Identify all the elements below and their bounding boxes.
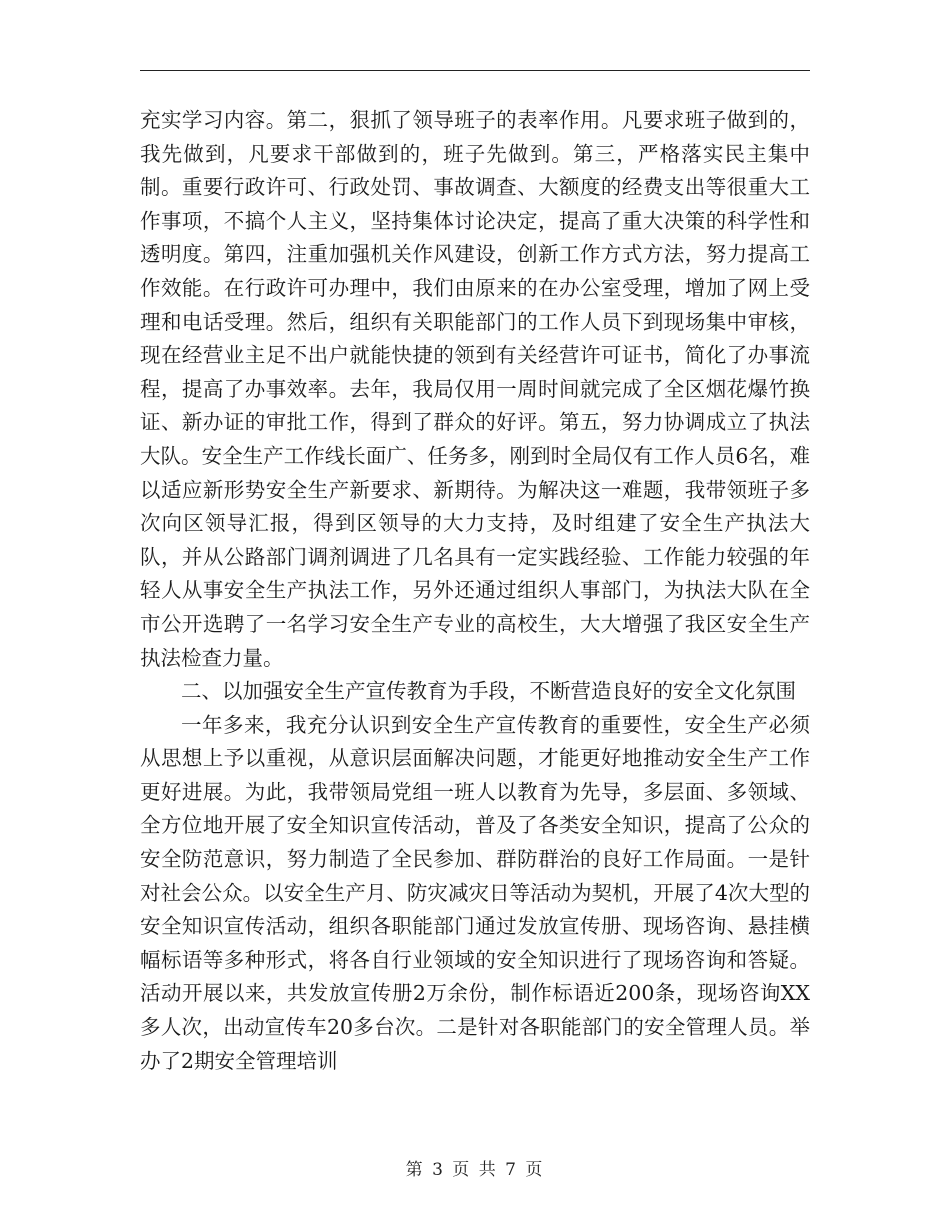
document-body <box>140 104 810 1078</box>
section-heading: 二、以加强安全生产宣传教育为手段，不断营造良好的安全文化氛围 <box>181 679 796 704</box>
body-paragraph-2: 一年多来，我充分认识到安全生产宣传教育的重要性，安全生产必须从思想上予以重视，从意识层面解决问题，才能更好地推动安全生产工作更好进展。为此，我带领局党组一班人以教育为先导，多层面、多领域、全方位地开展了安全知识宣传活动，普及了各类安全知识，提高了公众的安全防范意识，努力制造了全民参加、群防群治的良好工作局面。一是针对社会公众。以安全生产月、防灾减灾日等活动为契机，开展了4次大型的安全知识宣传活动，组织各职能部门通过发放宣传册、现场咨询、悬挂横幅标语等多种形式，将各自行业领域的安全知识进行了现场咨询和答疑。活动开展以来，共发放宣传册2万余份，制作标语近200条，现场咨询XX多人次，出动宣传车20多台次。二是针对各职能部门的安全管理人员。举办了2期安全管理培训 <box>140 712 810 1073</box>
header-rule <box>140 70 810 71</box>
page-footer: 第 3 页 共 7 页 <box>405 1160 545 1180</box>
body-paragraph-1: 充实学习内容。第二，狠抓了领导班子的表率作用。凡要求班子做到的，我先做到，凡要求干部做到的，班子先做到。第三，严格落实民主集中制。重要行政许可、行政处罚、事故调查、大额度的经费支出等很重大工作事项，不搞个人主义，坚持集体讨论决定，提高了重大决策的科学性和透明度。第四，注重加强机关作风建设，创新工作方式方法，努力提高工作效能。在行政许可办理中，我们由原来的在办公室受理，增加了网上受理和电话受理。然后，组织有关职能部门的工作人员下到现场集中审核，现在经营业主足不出户就能快捷的领到有关经营许可证书，简化了办事流程，提高了办事效率。去年，我局仅用一周时间就完成了全区烟花爆竹换证、新办证的审批工作，得到了群众的好评。第五，努力协调成立了执法大队。安全生产工作线长面广、任务多，刚到时全局仅有工作人员6名，难以适应新形势安全生产新要求、新期待。为解决这一难题，我带领班子多次向区领导汇报，得到区领导的大力支持，及时组建了安全生产执法大队，并从公路部门调剂调进了几名具有一定实践经验、工作能力较强的年轻人从事安全生产执法工作，另外还通过组织人事部门，为执法大队在全市公开选聘了一名学习安全生产专业的高校生，大大增强了我区安全生产执法检查力量。 <box>140 108 810 670</box>
